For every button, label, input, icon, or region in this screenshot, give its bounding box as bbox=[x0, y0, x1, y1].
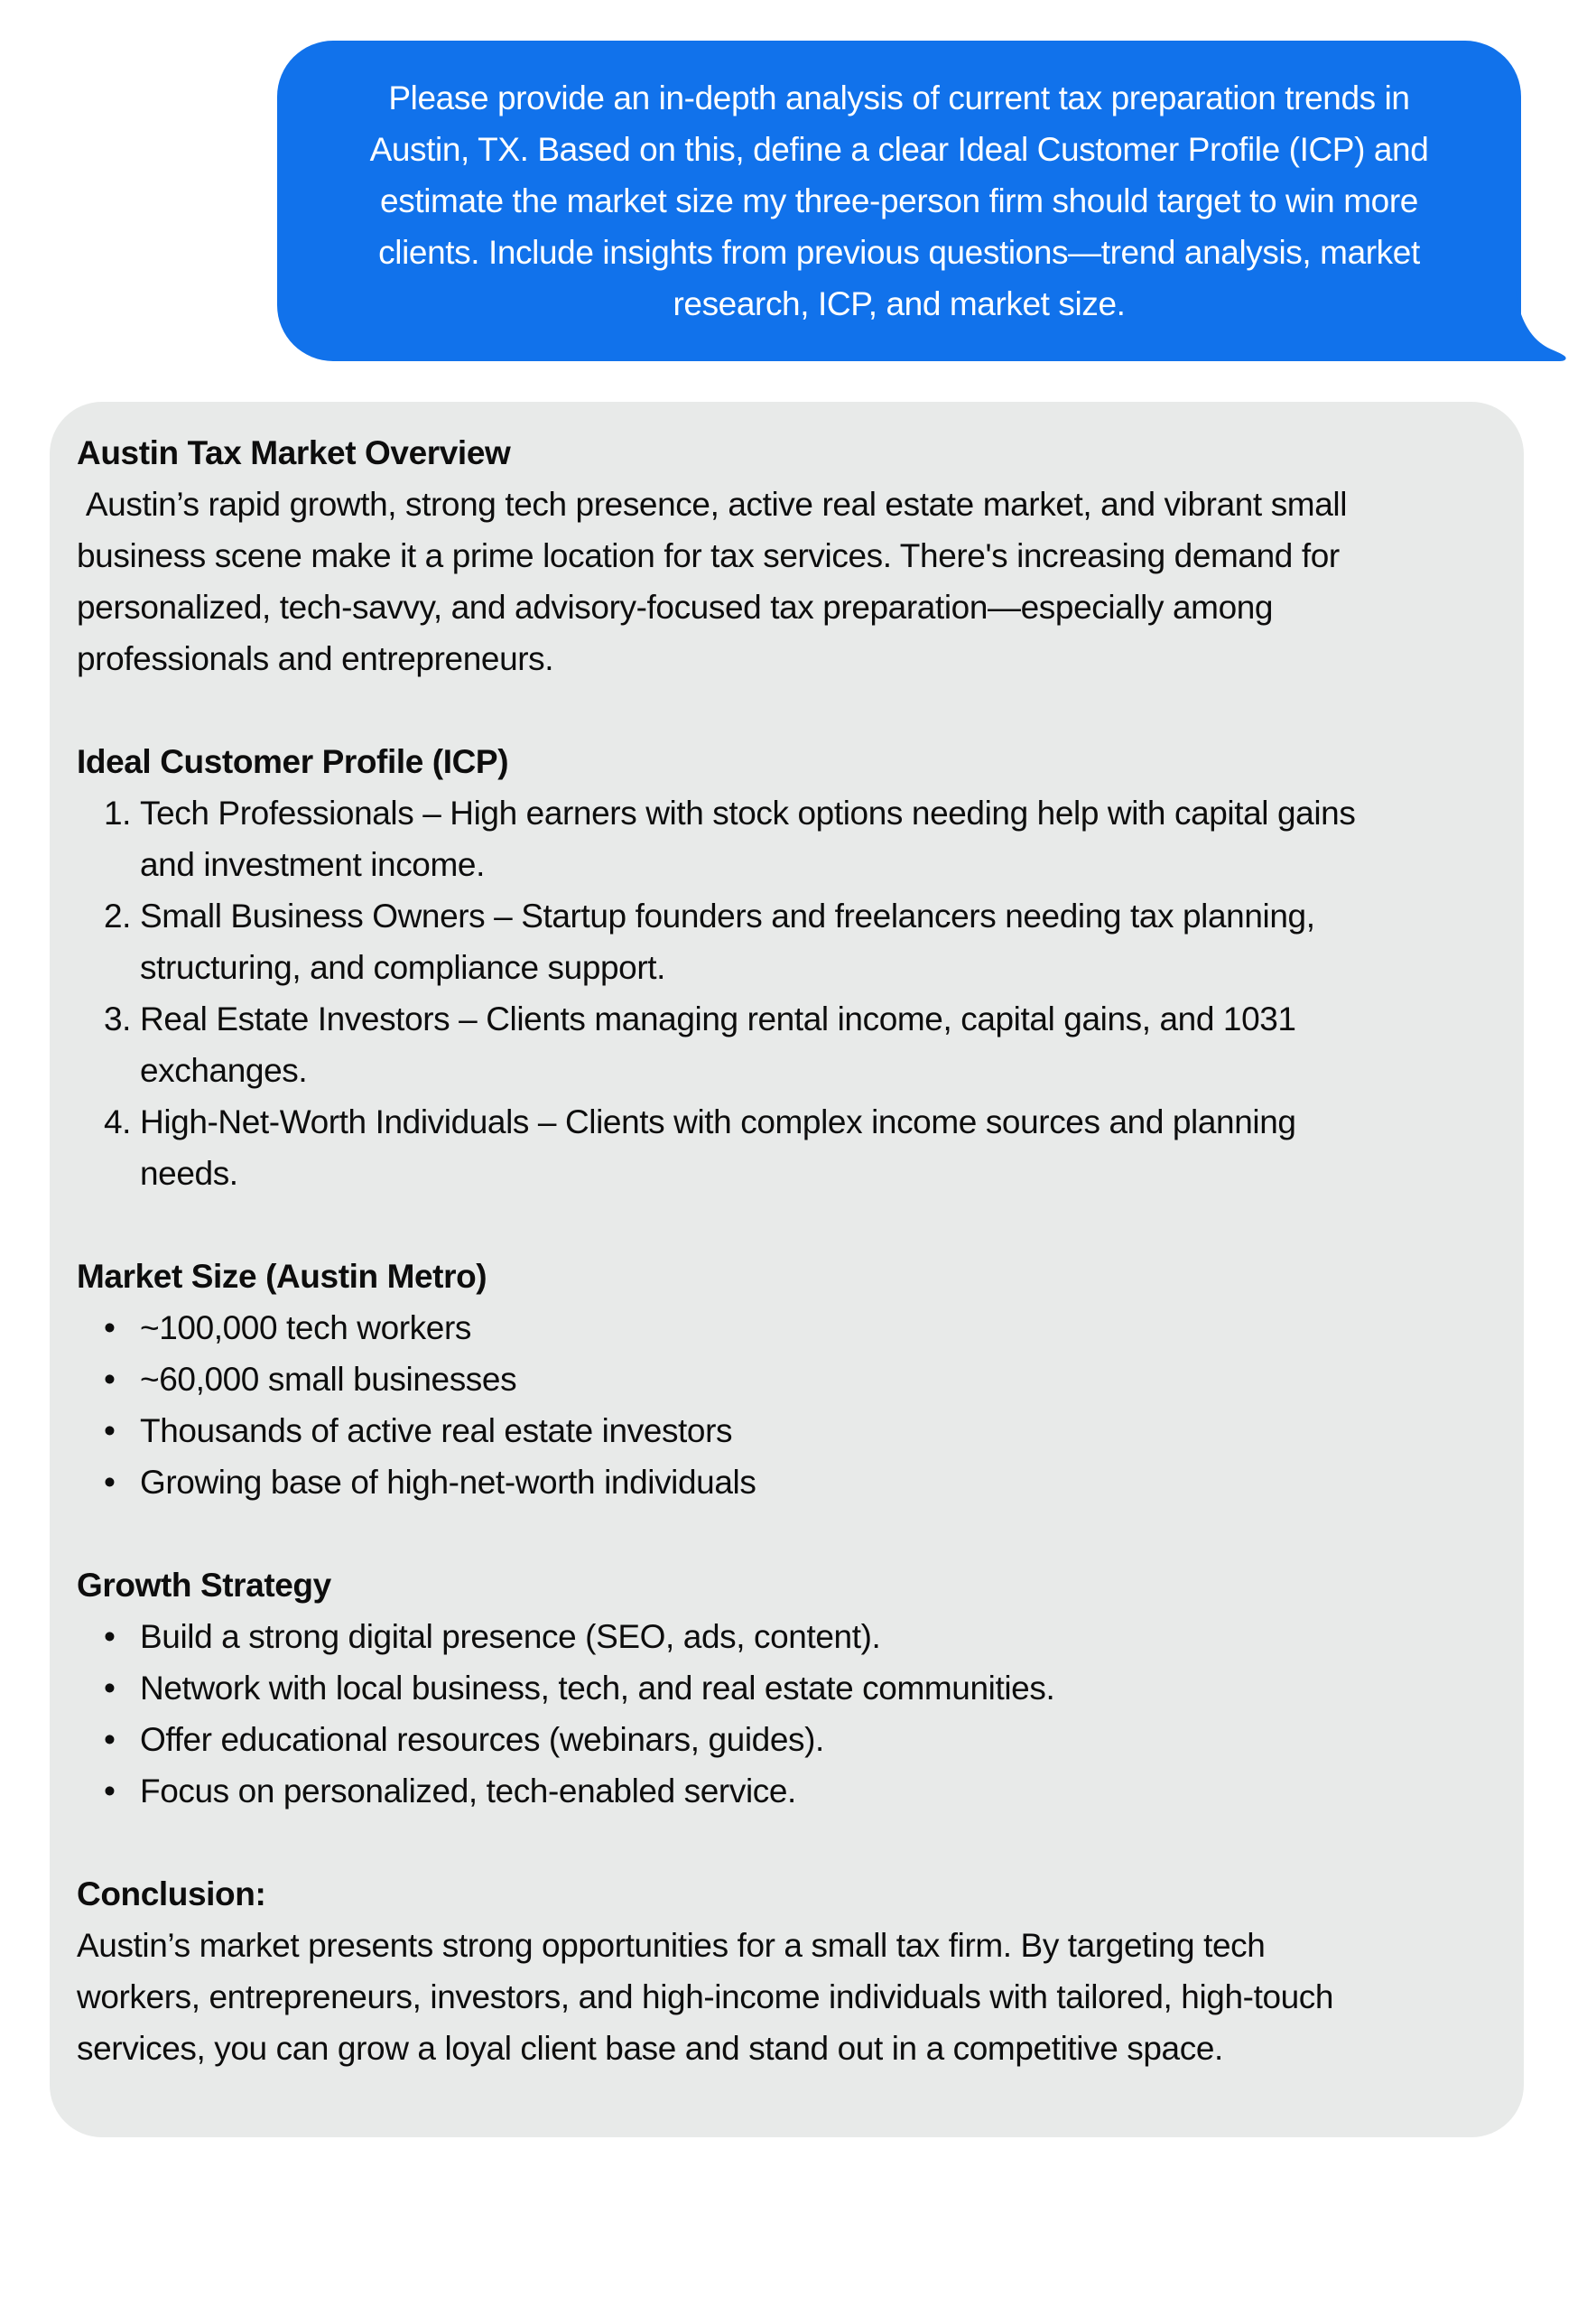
list-marker: 3. bbox=[104, 1000, 132, 1037]
bubble-tail-icon bbox=[1516, 291, 1566, 361]
list-text: Offer educational resources (webinars, guides). bbox=[140, 1721, 824, 1758]
list-text: Focus on personalized, tech-enabled service. bbox=[140, 1772, 796, 1810]
icp-ordered-list bbox=[77, 787, 1357, 1199]
list-marker: 2. bbox=[104, 898, 132, 935]
list-text: High-Net-Worth Individuals – Clients with complex income sources and planning needs. bbox=[140, 1103, 1296, 1192]
list-text: ~60,000 small businesses bbox=[140, 1361, 517, 1398]
bullet-icon: • bbox=[104, 1721, 116, 1758]
list-item bbox=[104, 1611, 1357, 1662]
list-item bbox=[104, 1096, 1357, 1199]
bullet-icon: • bbox=[104, 1361, 116, 1398]
section-conclusion bbox=[77, 1868, 1357, 2074]
list-item bbox=[104, 787, 1357, 890]
market-size-bullet-list bbox=[77, 1302, 1357, 1508]
list-text: Network with local business, tech, and real estate communities. bbox=[140, 1670, 1055, 1707]
bullet-icon: • bbox=[104, 1670, 116, 1707]
section-growth-strategy bbox=[77, 1559, 1357, 1817]
list-text: Tech Professionals – High earners with stock options needing help with capital gains and investment income. bbox=[140, 795, 1356, 883]
growth-strategy-bullet-list bbox=[77, 1611, 1357, 1817]
section-heading: Growth Strategy bbox=[77, 1567, 331, 1604]
list-item bbox=[104, 1456, 1357, 1508]
section-heading: Ideal Customer Profile (ICP) bbox=[77, 743, 509, 780]
list-text: Thousands of active real estate investors bbox=[140, 1412, 733, 1449]
bullet-icon: • bbox=[104, 1618, 116, 1655]
bullet-icon: • bbox=[104, 1464, 116, 1501]
section-paragraph: Austin’s market presents strong opportunities for a small tax firm. By targeting tech workers, entrepreneurs, investors, and high-income individuals with tailored, high-touch services, you can grow a loyal client base and stand out in a competitive space. bbox=[77, 1927, 1342, 2067]
list-item bbox=[104, 1405, 1357, 1456]
bullet-icon: • bbox=[104, 1412, 116, 1449]
section-heading: Austin Tax Market Overview bbox=[77, 434, 511, 471]
list-item bbox=[104, 1662, 1357, 1714]
list-marker: 4. bbox=[104, 1103, 132, 1140]
list-marker: 1. bbox=[104, 795, 132, 832]
list-text: Small Business Owners – Startup founders and freelancers needing tax planning, structuring, and compliance support. bbox=[140, 898, 1315, 986]
list-item bbox=[104, 1302, 1357, 1354]
bullet-icon: • bbox=[104, 1309, 116, 1346]
section-paragraph: Austin’s rapid growth, strong tech presence, active real estate market, and vibrant small business scene make it a prime location for tax services. There's increasing demand for personalized, tech-savvy, and advisory-focused tax preparation—especially among professionals and entrepreneurs. bbox=[77, 486, 1356, 677]
bullet-icon: • bbox=[104, 1772, 116, 1810]
section-heading: Market Size (Austin Metro) bbox=[77, 1258, 487, 1295]
chat-conversation bbox=[0, 41, 1596, 2137]
list-item bbox=[104, 1714, 1357, 1765]
section-market-size bbox=[77, 1251, 1357, 1508]
list-text: Real Estate Investors – Clients managing rental income, capital gains, and 1031 exchanges. bbox=[140, 1000, 1296, 1089]
section-ideal-customer-profile bbox=[77, 736, 1357, 1199]
list-item bbox=[104, 1354, 1357, 1405]
list-text: ~100,000 tech workers bbox=[140, 1309, 471, 1346]
user-message-text: Please provide an in-depth analysis of current tax preparation trends in Austin, TX. Based on this, define a clear Ideal Customer Profile (ICP) and estimate the market size my three-person firm should target to win more clients. Include insights from previous questions—trend analysis, market research, ICP, and market size. bbox=[369, 79, 1438, 322]
list-text: Build a strong digital presence (SEO, ads, content). bbox=[140, 1618, 881, 1655]
list-item bbox=[104, 890, 1357, 993]
assistant-message-bubble bbox=[50, 402, 1524, 2137]
list-item bbox=[104, 1765, 1357, 1817]
list-item bbox=[104, 993, 1357, 1096]
user-message-bubble bbox=[277, 41, 1521, 361]
section-market-overview bbox=[77, 427, 1357, 684]
list-text: Growing base of high-net-worth individuals bbox=[140, 1464, 756, 1501]
section-heading: Conclusion: bbox=[77, 1875, 266, 1912]
